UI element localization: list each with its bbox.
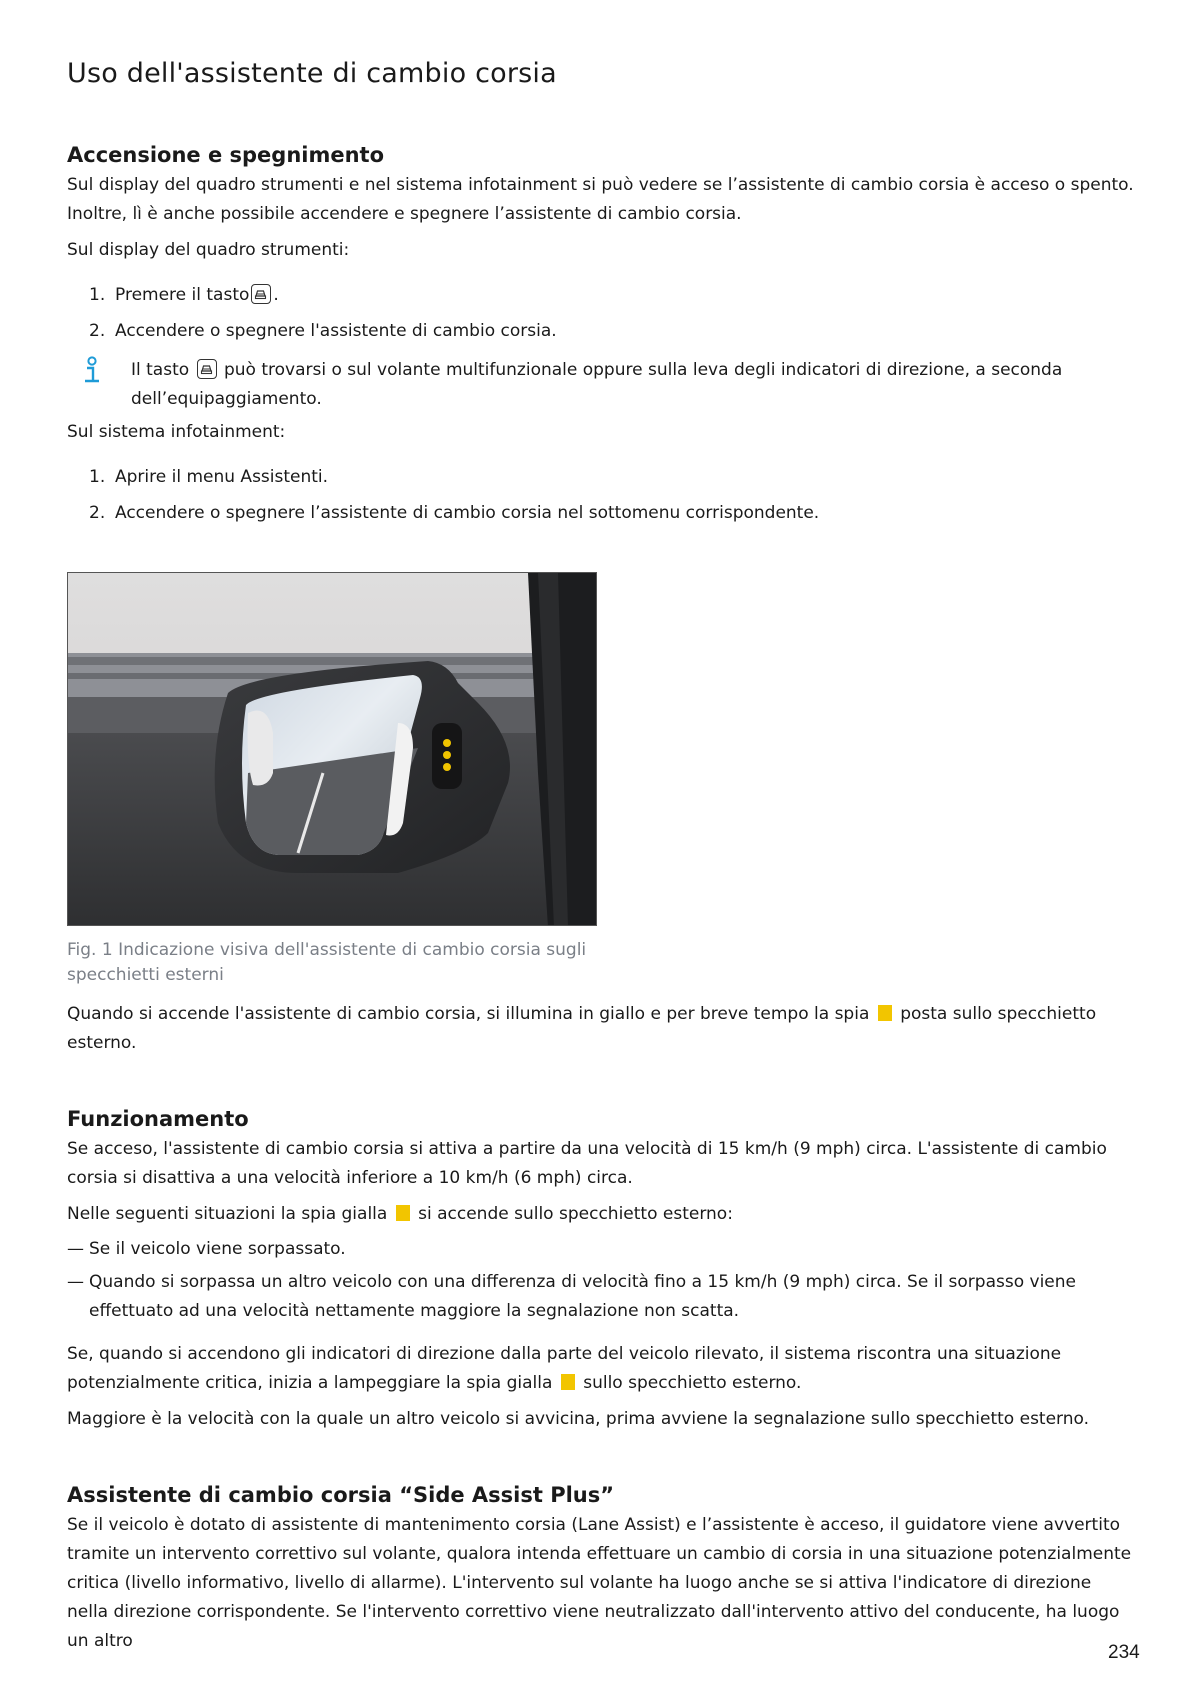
section-heading: Accensione e spegnimento [67, 143, 385, 167]
text-after: si accende sullo specchietto esterno: [418, 1204, 733, 1224]
text-before: Se, quando si accendono gli indicatori di direzione dalla parte del veicolo rilevato, il sistema riscontra una situazione potenzialmente critica, inizia a lampeggiare la spia gialla [67, 1344, 1062, 1393]
lane-assist-key-icon [197, 359, 217, 379]
list-item [67, 463, 1137, 492]
step-number: 2. [89, 321, 106, 341]
page-number: 234 [1108, 1642, 1140, 1663]
info-note [67, 356, 1137, 414]
page-title: Uso dell'assistente di cambio corsia [67, 58, 557, 89]
warning-light-icon [878, 1005, 892, 1021]
mirror-figure-image [67, 572, 597, 926]
info-icon [81, 356, 103, 391]
step-number: 2. [89, 503, 106, 523]
steps-list-display [67, 281, 1137, 346]
step-text: Accendere o spegnere l’assistente di cambio corsia nel sottomenu corrispondente. [115, 503, 820, 523]
paragraph [67, 1000, 1137, 1058]
warning-light-icon [561, 1374, 575, 1390]
step-number: 1. [89, 285, 106, 305]
text-after: posta sullo specchietto esterno. [67, 1004, 1097, 1053]
text-after: sullo specchietto esterno. [583, 1373, 802, 1393]
paragraph: Sul display del quadro strumenti: [67, 240, 350, 260]
list-item: — Se il veicolo viene sorpassato. [67, 1235, 1137, 1264]
note-text [131, 356, 1137, 414]
steps-list-infotainment [67, 463, 1137, 528]
note-text-before: Il tasto [131, 360, 190, 380]
lane-assist-key-icon [251, 284, 271, 304]
section-side-assist-plus [67, 1483, 1137, 1656]
step-text-suffix: . [273, 285, 279, 305]
conditions-list [67, 1235, 1137, 1326]
paragraph [67, 1340, 1137, 1398]
list-item: — Quando si sorpassa un altro veicolo con una differenza di velocità fino a 15 km/h (9 mph) circa. Se il sorpasso viene effettuato ad una velocità nettamente maggiore la segnalazione non scatta. [67, 1268, 1137, 1326]
paragraph [67, 1200, 1137, 1229]
warning-light-icon [396, 1205, 410, 1221]
paragraph: Maggiore è la velocità con la quale un altro veicolo si avvicina, prima avviene la segnalazione sullo specchietto esterno. [67, 1409, 1090, 1429]
step-text: Aprire il menu Assistenti. [115, 467, 329, 487]
paragraph: Se il veicolo è dotato di assistente di mantenimento corsia (Lane Assist) e l’assistente è acceso, il guidatore viene avvertito tramite un intervento correttivo sul volante, qualora intenda effettuare un cambio di corsia in una situazione potenzialmente critica (livello informativo, livello di allarme). L'intervento sul volante ha luogo anche se si attiva l'indicatore di direzione nella direzione corrispondente. Se l'intervento correttivo viene neutralizzato dall'intervento attivo del conducente, ha luogo un altro [67, 1515, 1132, 1651]
section-accensione [67, 143, 1137, 535]
text-before: Quando si accende l'assistente di cambio corsia, si illumina in giallo e per breve tempo la spia [67, 1004, 870, 1024]
text-before: Nelle seguenti situazioni la spia gialla [67, 1204, 388, 1224]
paragraph: Sul display del quadro strumenti e nel sistema infotainment si può vedere se l’assistente di cambio corsia è acceso o spento. Inoltre, lì è anche possibile accendere e spegnere l’assistente di cambio corsia. [67, 175, 1134, 224]
step-number: 1. [89, 467, 106, 487]
figure-caption: Fig. 1 Indicazione visiva dell'assistente di cambio corsia sugli specchietti esterni [67, 940, 587, 985]
note-text-after: può trovarsi o sul volante multifunzionale oppure sulla leva degli indicatori di direzione, a seconda dell’equipaggiamento. [131, 360, 1063, 409]
list-item [67, 281, 1137, 310]
list-item [67, 499, 1137, 528]
paragraph: Sul sistema infotainment: [67, 422, 286, 442]
step-text: Premere il tasto [115, 285, 250, 305]
paragraph: Se acceso, l'assistente di cambio corsia si attiva a partire da una velocità di 15 km/h (9 mph) circa. L'assistente di cambio corsia si disattiva a una velocità inferiore a 10 km/h (6 mph) circa. [67, 1139, 1107, 1188]
list-item [67, 317, 1137, 346]
step-text: Accendere o spegnere l'assistente di cambio corsia. [115, 321, 557, 341]
section-heading: Assistente di cambio corsia “Side Assist Plus” [67, 1483, 615, 1507]
paragraph-block [67, 1000, 1137, 1058]
section-funzionamento [67, 1107, 1137, 1434]
section-heading: Funzionamento [67, 1107, 249, 1131]
